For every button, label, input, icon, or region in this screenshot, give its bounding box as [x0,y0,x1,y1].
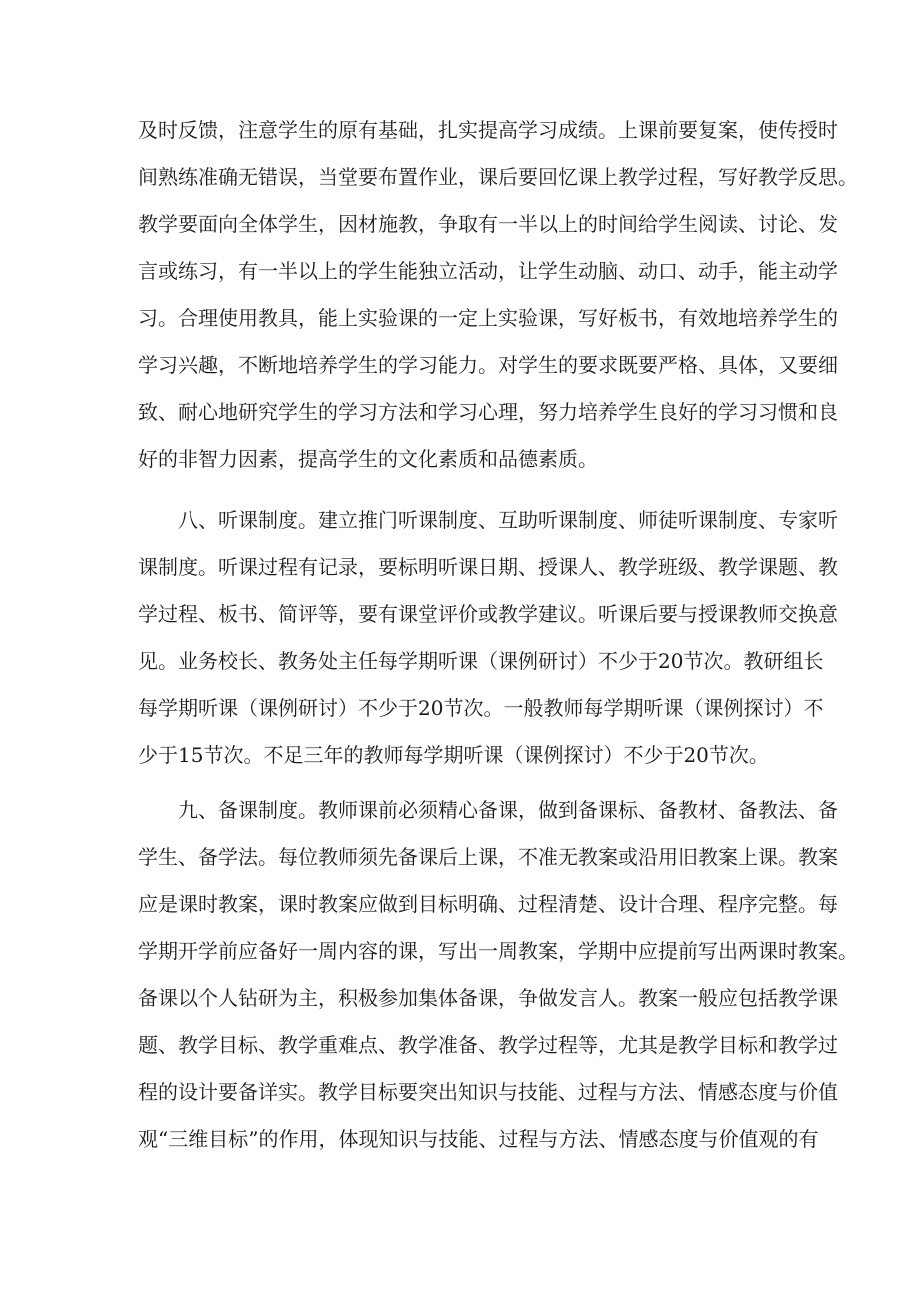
text-line: 间熟练准确无错误，当堂要布置作业，课后要回忆课上教学过程，写好教学反思。 [138,165,858,189]
text-line: 学习兴趣，不断地培养学生的学习能力。对学生的要求既要严格、具体，又要细 [138,353,838,377]
text-line: 言或练习，有一半以上的学生能独立活动，让学生动脑、动口、动手，能主动学 [138,259,838,283]
text-line: 及时反馈，注意学生的原有基础，扎实提高学习成绩。上课前要复案，使传授时 [138,118,838,142]
text-line: 程的设计要备详实。教学目标要突出知识与技能、过程与方法、情感态度与价值 [138,1080,838,1104]
text-line: 学过程、板书、简评等，要有课堂评价或教学建议。听课后要与授课教师交换意 [138,602,838,626]
paragraph-9-first-line: 九、备课制度。教师课前必须精心备课，做到备课标、备教材、备教法、备 [178,798,838,822]
text-line: 见。业务校长、教务处主任每学期听课（课例研讨）不少于20节次。教研组长 [138,649,824,673]
text-line: 致、耐心地研究学生的学习方法和学习心理，努力培养学生良好的学习习惯和良 [138,400,838,424]
text-line: 少于15节次。不足三年的教师每学期听课（课例探讨）不少于20节次。 [138,743,769,767]
text-line: 好的非智力因素，提高学生的文化素质和品德素质。 [138,447,598,471]
text-line: 教学要面向全体学生，因材施教，争取有一半以上的时间给学生阅读、讨论、发 [138,212,838,236]
text-line: 题、教学目标、教学重难点、教学准备、教学过程等，尤其是教学目标和教学过 [138,1033,838,1057]
text-line: 备课以个人钻研为主，积极参加集体备课，争做发言人。教案一般应包括教学课 [138,986,838,1010]
paragraph-8-first-line: 八、听课制度。建立推门听课制度、互助听课制度、师徒听课制度、专家听 [178,508,838,532]
text-line: 学期开学前应备好一周内容的课，写出一周教案，学期中应提前写出两课时教案。 [138,939,858,963]
text-line: 应是课时教案，课时教案应做到目标明确、过程清楚、设计合理、程序完整。每 [138,892,838,916]
text-line: 观“三维目标”的作用，体现知识与技能、过程与方法、情感态度与价值观的有 [138,1127,819,1151]
text-line: 课制度。听课过程有记录，要标明听课日期、授课人、教学班级、教学课题、教 [138,555,838,579]
text-line: 习。合理使用教具，能上实验课的一定上实验课，写好板书，有效地培养学生的 [138,306,838,330]
text-line: 学生、备学法。每位教师须先备课后上课，不准无教案或沿用旧教案上课。教案 [138,845,838,869]
text-line: 每学期听课（课例研讨）不少于20节次。一般教师每学期听课（课例探讨）不 [138,696,824,720]
